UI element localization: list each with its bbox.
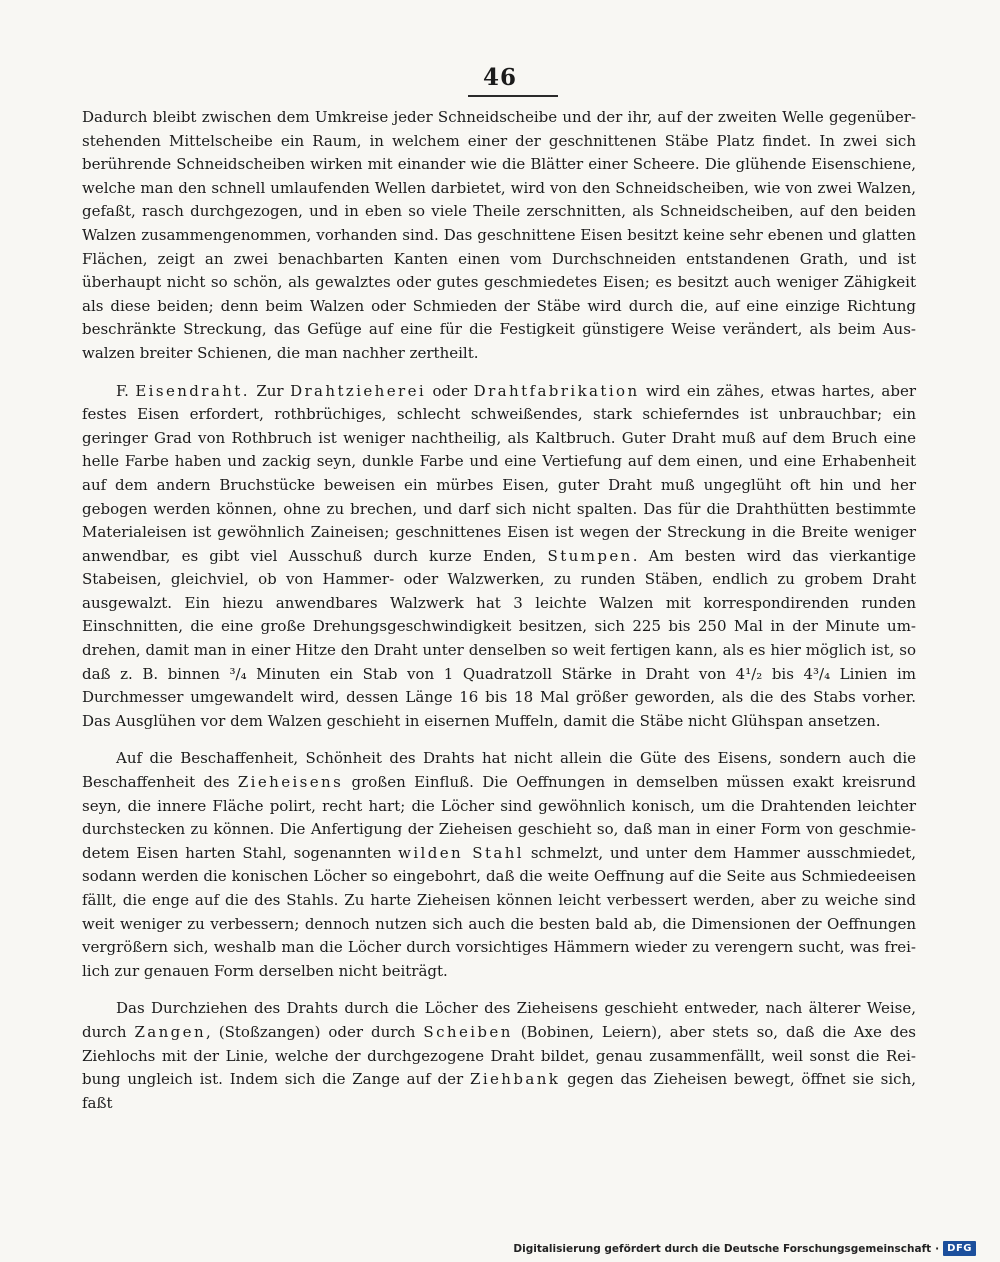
dfg-logo: DFG bbox=[943, 1241, 976, 1256]
text-run: Das Durchziehen des Drahts durch die Löcher des Zieheisens geschieht entweder, nach älterer Weise, durch bbox=[82, 999, 916, 1041]
text-run: wird ein zähes, etwas hartes, aber festes Eisen erfordert, rothbrüchiges, schlecht schweißendes, stark schieferndes ist unbrauchbar; ein geringer Grad von Rothbruch ist weniger nachtheilig, als Kaltbruch. Guter Draht muß auf dem Bruch eine helle Farbe haben und zackig seyn, dunkle Farbe und eine Vertiefung auf dem einen, und eine Erhabenheit auf dem andern Bruchstücke beweisen ein mürbes Eisen, guter Draht muß ungeglüht oft hin und her gebogen werden können, ohne zu brechen, und darf sich nicht spalten. Das für die Drahthütten bestimmte Materialeisen ist gewöhnlich Zaineisen; geschnittenes Eisen ist wegen der Streckung in die Breite weniger anwendbar, es gibt viel Ausschuß durch kurze Enden, bbox=[82, 381, 917, 565]
spaced-emphasis: Ziehbank bbox=[470, 1070, 561, 1089]
paragraph-4 bbox=[82, 997, 916, 1115]
text-run: oder bbox=[426, 381, 474, 400]
page-number: 46 bbox=[482, 64, 517, 91]
paragraph-2 bbox=[82, 380, 916, 734]
page-number-rule bbox=[468, 95, 558, 97]
spaced-emphasis: wilden Stahl bbox=[398, 843, 525, 862]
text-run: großen Einfluß. Die Oeffnungen in demselben müssen exakt kreisrund seyn, die innere Fläche polirt, recht hart; die Löcher sind gewöhnlich konisch, um die Drahtenden leichter durchstecken zu können. Die Anfertigung der Zieheisen geschieht so, daß man in einer Form von geschmiedetem Eisen harten Stahl, sogenannten bbox=[82, 773, 916, 862]
spaced-emphasis: Stumpen bbox=[547, 546, 633, 565]
footer-credit: Digitalisierung gefördert durch die Deutsche Forschungsgemeinschaft · DFG bbox=[513, 1241, 976, 1256]
text-run: Zur bbox=[249, 381, 291, 400]
paragraph-3 bbox=[82, 747, 916, 983]
text-run: Dadurch bleibt zwischen dem Umkreise jeder Schneidscheibe und der ihr, auf der zweiten Welle gegenüberstehenden Mittelscheibe ein Raum, in welchem einer der geschnittenen Stäbe Platz findet. In zwei sich berührende Schneidscheiben wirken mit einander wie die Blätter einer Scheere. Die glühende Eisenschiene, welche man den schnell umlaufenden Wellen darbietet, wird von den Schneidscheiben, wie von zwei Walzen, gefaßt, rasch durchgezogen, und in eben so viele Theile zerschnitten, als Schneidscheiben, auf den beiden Walzen zusammengenommen, vorhanden sind. Das geschnittene Eisen besitzt keine sehr ebenen und glatten Flächen, zeigt an zwei benachbarten Kanten einen vom Durchschneiden entstandenen Grath, und ist überhaupt nicht so schön, als gewalztes oder gutes geschmiedetes Eisen; es besitzt auch weniger Zähigkeit als diese beiden; denn beim Walzen oder Schmieden der Stäbe wird durch die, auf eine einzige Richtung beschränkte Streckung, das Gefüge auf eine für die Festigkeit günstigere Weise verändert, als beim Auswalzen breiter Schienen, die man nachher zertheilt. bbox=[82, 108, 916, 362]
footer-text: Digitalisierung gefördert durch die Deutsche Forschungsgemeinschaft bbox=[513, 1242, 932, 1255]
spaced-emphasis: Drahtzieherei bbox=[290, 381, 427, 400]
text-run: Auf die Beschaffenheit, Schönheit des Drahts hat nicht allein die Güte des Eisens, sondern auch die Beschaffenheit des bbox=[82, 749, 916, 792]
text-run: , (Stoßzangen) oder durch bbox=[206, 1022, 424, 1041]
spaced-emphasis: Zangen bbox=[134, 1022, 207, 1041]
text-run: F. bbox=[116, 381, 136, 400]
spaced-emphasis: Zieheisens bbox=[237, 773, 344, 792]
spaced-emphasis: Scheiben bbox=[423, 1022, 513, 1041]
spaced-emphasis: Eisendraht. bbox=[135, 381, 250, 400]
text-run: (Bobinen, Leiern), aber stets so, daß die Axe des Ziehlochs mit der Linie, welche der durchgezogene Draht bildet, genau zusammenfällt, weil sonst die Reibung ungleich ist. Indem sich die Zange auf der bbox=[82, 1022, 916, 1089]
paragraph-1 bbox=[82, 106, 916, 366]
text-run: schmelzt, und unter dem Hammer ausschmiedet, sodann werden die konischen Löcher so eingebohrt, daß die weite Oeffnung auf die Seite aus Schmiedeeisen fällt, die enge auf die des Stahls. Zu harte Zieheisen können leicht verbessert werden, aber zu weiche sind weit weniger zu verbessern; dennoch nutzen sich auch die besten bald ab, die Dimensionen der Oeffnungen vergrößern sich, weshalb man die Löcher durch vorsichtiges Hämmern wieder zu verengern sucht, was freilich zur genauen Form derselben nicht beiträgt. bbox=[82, 843, 916, 980]
body-text bbox=[82, 106, 916, 1115]
text-run: gegen das Zieheisen bewegt, öffnet sie sich, faßt bbox=[82, 1070, 917, 1112]
spaced-emphasis: Drahtfabrikation bbox=[473, 381, 640, 400]
text-run: . Am besten wird das vierkantige Stabeisen, gleichviel, ob von Hammer- oder Walzwerken, zu runden Stäben, endlich zu grobem Draht ausgewalzt. Ein hiezu anwendbares Walzwerk hat 3 leichte Walzen mit korrespondirenden runden Einschnitten, die eine große Drehungsgeschwindigkeit besitzen, sich 225 bis 250 Mal in der Minute umdrehen, damit man in einer Hitze den Draht unter denselben so weit fertigen kann, als es hier möglich ist, so daß z. B. binnen ³/₄ Minuten ein Stab von 1 Quadratzoll Stärke in Draht von 4¹/₂ bis 4³/₄ Linien im Durchmesser umgewandelt wird, dessen Länge 16 bis 18 Mal größer geworden, als die des Stabs vorher. Das Ausglühen vor dem Walzen geschieht in eisernen Muffeln, damit die Stäbe nicht Glühspan ansetzen. bbox=[82, 546, 916, 730]
